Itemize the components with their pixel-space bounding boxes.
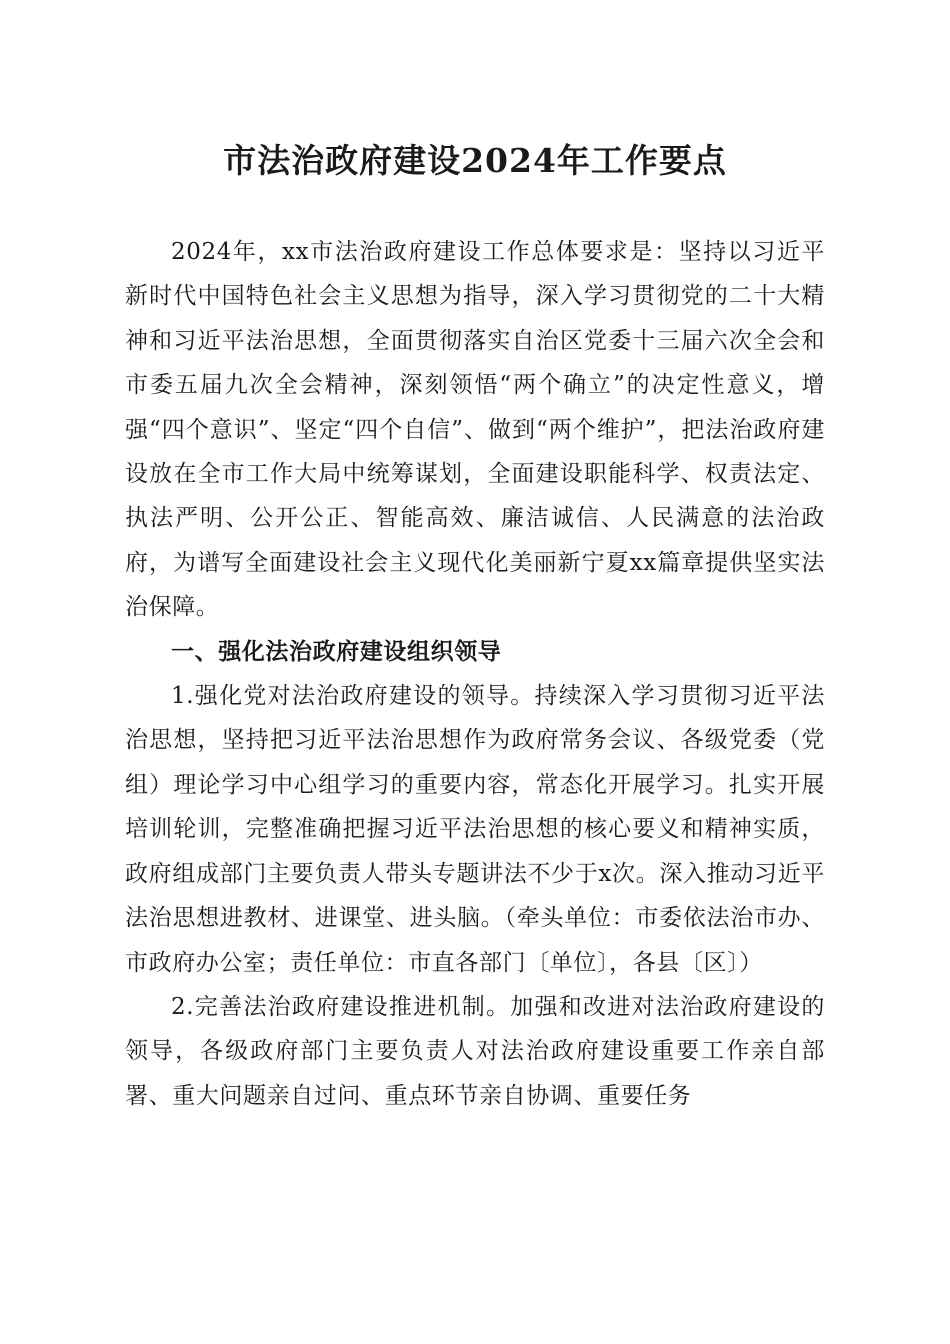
item-1-paragraph: 1.强化党对法治政府建设的领导。持续深入学习贯彻习近平法治思想，坚持把习近平法治思想作为政府常务会议、各级党委（党组）理论学习中心组学习的重要内容，常态化开展学习。扎实开展培训轮训，完整准确把握习近平法治思想的核心要义和精神实质，政府组成部门主要负责人带头专题讲法不少于x次。深入推动习近平法治思想进教材、进课堂、进头脑。（牵头单位：市委依法治市办、市政府办公室；责任单位：市直各部门〔单位〕，各县〔区〕） (125, 683, 825, 976)
document-title: 市法治政府建设2024年工作要点 (223, 141, 727, 180)
item-2-paragraph: 2.完善法治政府建设推进机制。加强和改进对法治政府建设的领导，各级政府部门主要负责人对法治政府建设重要工作亲自部署、重大问题亲自过问、重点环节亲自协调、重要任务 (125, 993, 825, 1109)
document-body (125, 230, 825, 1118)
intro-paragraph: 2024年，xx市法治政府建设工作总体要求是：坚持以习近平新时代中国特色社会主义思想为指导，深入学习贯彻党的二十大精神和习近平法治思想，全面贯彻落实自治区党委十三届六次全会和市委五届九次全会精神，深刻领悟“两个确立”的决定性意义，增强“四个意识”、坚定“四个自信”、做到“两个维护”，把法治政府建设放在全市工作大局中统筹谋划，全面建设职能科学、权责法定、执法严明、公开公正、智能高效、廉洁诚信、人民满意的法治政府，为谱写全面建设社会主义现代化美丽新宁夏xx篇章提供坚实法治保障。 (125, 239, 825, 621)
section-heading: 一、强化法治政府建设组织领导 (171, 638, 502, 665)
